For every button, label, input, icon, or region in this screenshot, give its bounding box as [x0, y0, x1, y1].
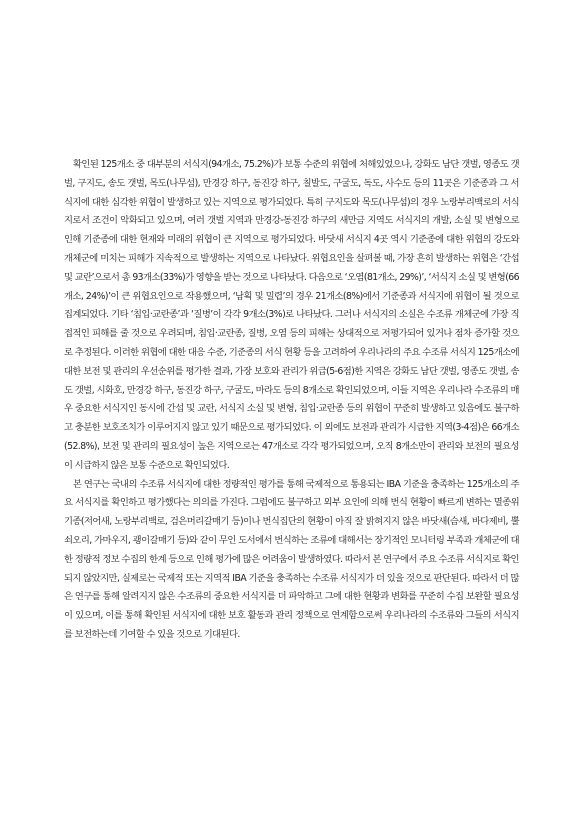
- paragraph-study-significance: 본 연구는 국내의 수조류 서식지에 대한 정량적인 평가를 통해 국제적으로 통용되는 IBA 기준을 충족하는 125개소의 주요 서식지를 확인하고 평가했다는 의의를 가진다. 그럼에도 불구하고 외부 요인에 의해 번식 현황이 빠르게 변하는 멸종위기종(저어새, 노랑부리백로, 검은머리갈매기 등)이나 번식집단의 현황이 아직 잘 밝혀지지 않은 바닷새(슴새, 바다제비, 뿔쇠오리, 가마우지, 괭이갈매기 등)와 같이 무인 도서에서 번식하는 조류에 대해서는 장기적인 모니터링 부족과 개체군에 대한 정량적 정보 수집의 한계 등으로 인해 평가에 많은 어려움이 발생하였다. 따라서 본 연구에서 주요 수조류 서식지로 확인되지 않았지만, 실제로는 국제적 또는 지역적 IBA 기준을 충족하는 수조류 서식지가 더 있을 것으로 판단된다. 따라서 더 많은 연구를 통해 알려지지 않은 수조류의 중요한 서식지를 더 파악하고 그에 대한 현황과 변화를 꾸준히 수집 보완할 필요성이 있으며, 이를 통해 확인된 서식지에 대한 보호 활동과 관리 정책으로 연계함으로써 우리나라의 수조류와 그들의 서식지를 보전하는데 기여할 수 있을 것으로 기대된다.: [64, 478, 519, 640]
- paragraph-threat-assessment: 확인된 125개소 중 대부분의 서식지(94개소, 75.2%)가 보통 수준의 위협에 처해있었으나, 강화도 남단 갯벌, 영종도 갯벌, 구지도, 송도 갯벌, 목도(나무섬), 만경강 하구, 동진강 하구, 칠발도, 구굴도, 독도, 사수도 등의 11곳은 기준종과 그 서식지에 대한 심각한 위협이 발생하고 있는 지역으로 평가되었다. 특히 구지도와 목도(나무섬)의 경우 노랑부리백로의 서식지로서 조건이 악화되고 있으며, 여러 갯벌 지역과 만경강-동진강 하구의 새만금 지역도 서식지의 개발, 소실 및 변형으로 인해 기준종에 대한 현재와 미래의 위협이 큰 지역으로 평가되었다. 바닷새 서식지 4곳 역시 기준종에 대한 위협의 강도와 개체군에 미치는 피해가 지속적으로 발생하는 지역으로 나타났다. 위협요인을 살펴볼 때, 가장 흔히 발생하는 위협은 ‘간섭 및 교란’으로서 총 93개소(33%)가 영향을 받는 것으로 나타났다. 다음으로 ‘오염(81개소, 29%)’, ‘서식지 소실 및 변형(66개소, 24%)’이 큰 위협요인으로 작용했으며, ‘남획 및 밀렵’의 경우 21개소(8%)에서 기준종과 서식지에 위협이 될 것으로 집계되었다. 기타 ‘침입·교란종’과 ‘질병’이 각각 9개소(3%)로 나타났다. 그러나 서식지의 소실은 수조류 개체군에 가장 직접적인 피해를 줄 것으로 우려되며, 침입·교란종, 질병, 오염 등의 피해는 상대적으로 저평가되어 있거나 점차 증가할 것으로 추정된다. 이러한 위협에 대한 대응 수준, 기준종의 서식 현황 등을 고려하여 우리나라의 주요 수조류 서식지 125개소에 대한 보전 및 관리의 우선순위를 평가한 결과, 가장 보호와 관리가 위급(5-6점)한 지역은 강화도 남단 갯벌, 영종도 갯벌, 송도 갯벌, 시화호, 만경강 하구, 동진강 하구, 구굴도, 마라도 등의 8개소로 확인되었으며, 이들 지역은 우리나라 수조류의 매우 중요한 서식지인 동시에 간섭 및 교란, 서식지 소실 및 변형, 침입·교란종 등의 위협이 꾸준히 발생하고 있음에도 불구하고 충분한 보호조치가 이루어지지 않고 있기 때문으로 평가되었다. 이 외에도 보전과 관리가 시급한 지역(3-4점)은 66개소(52.8%), 보전 및 관리의 필요성이 높은 지역으로는 47개소로 각각 평가되었으며, 오직 8개소만이 관리와 보전의 필요성이 시급하지 않은 보통 수준으로 확인되었다.: [64, 159, 519, 471]
- document-body: [64, 156, 519, 645]
